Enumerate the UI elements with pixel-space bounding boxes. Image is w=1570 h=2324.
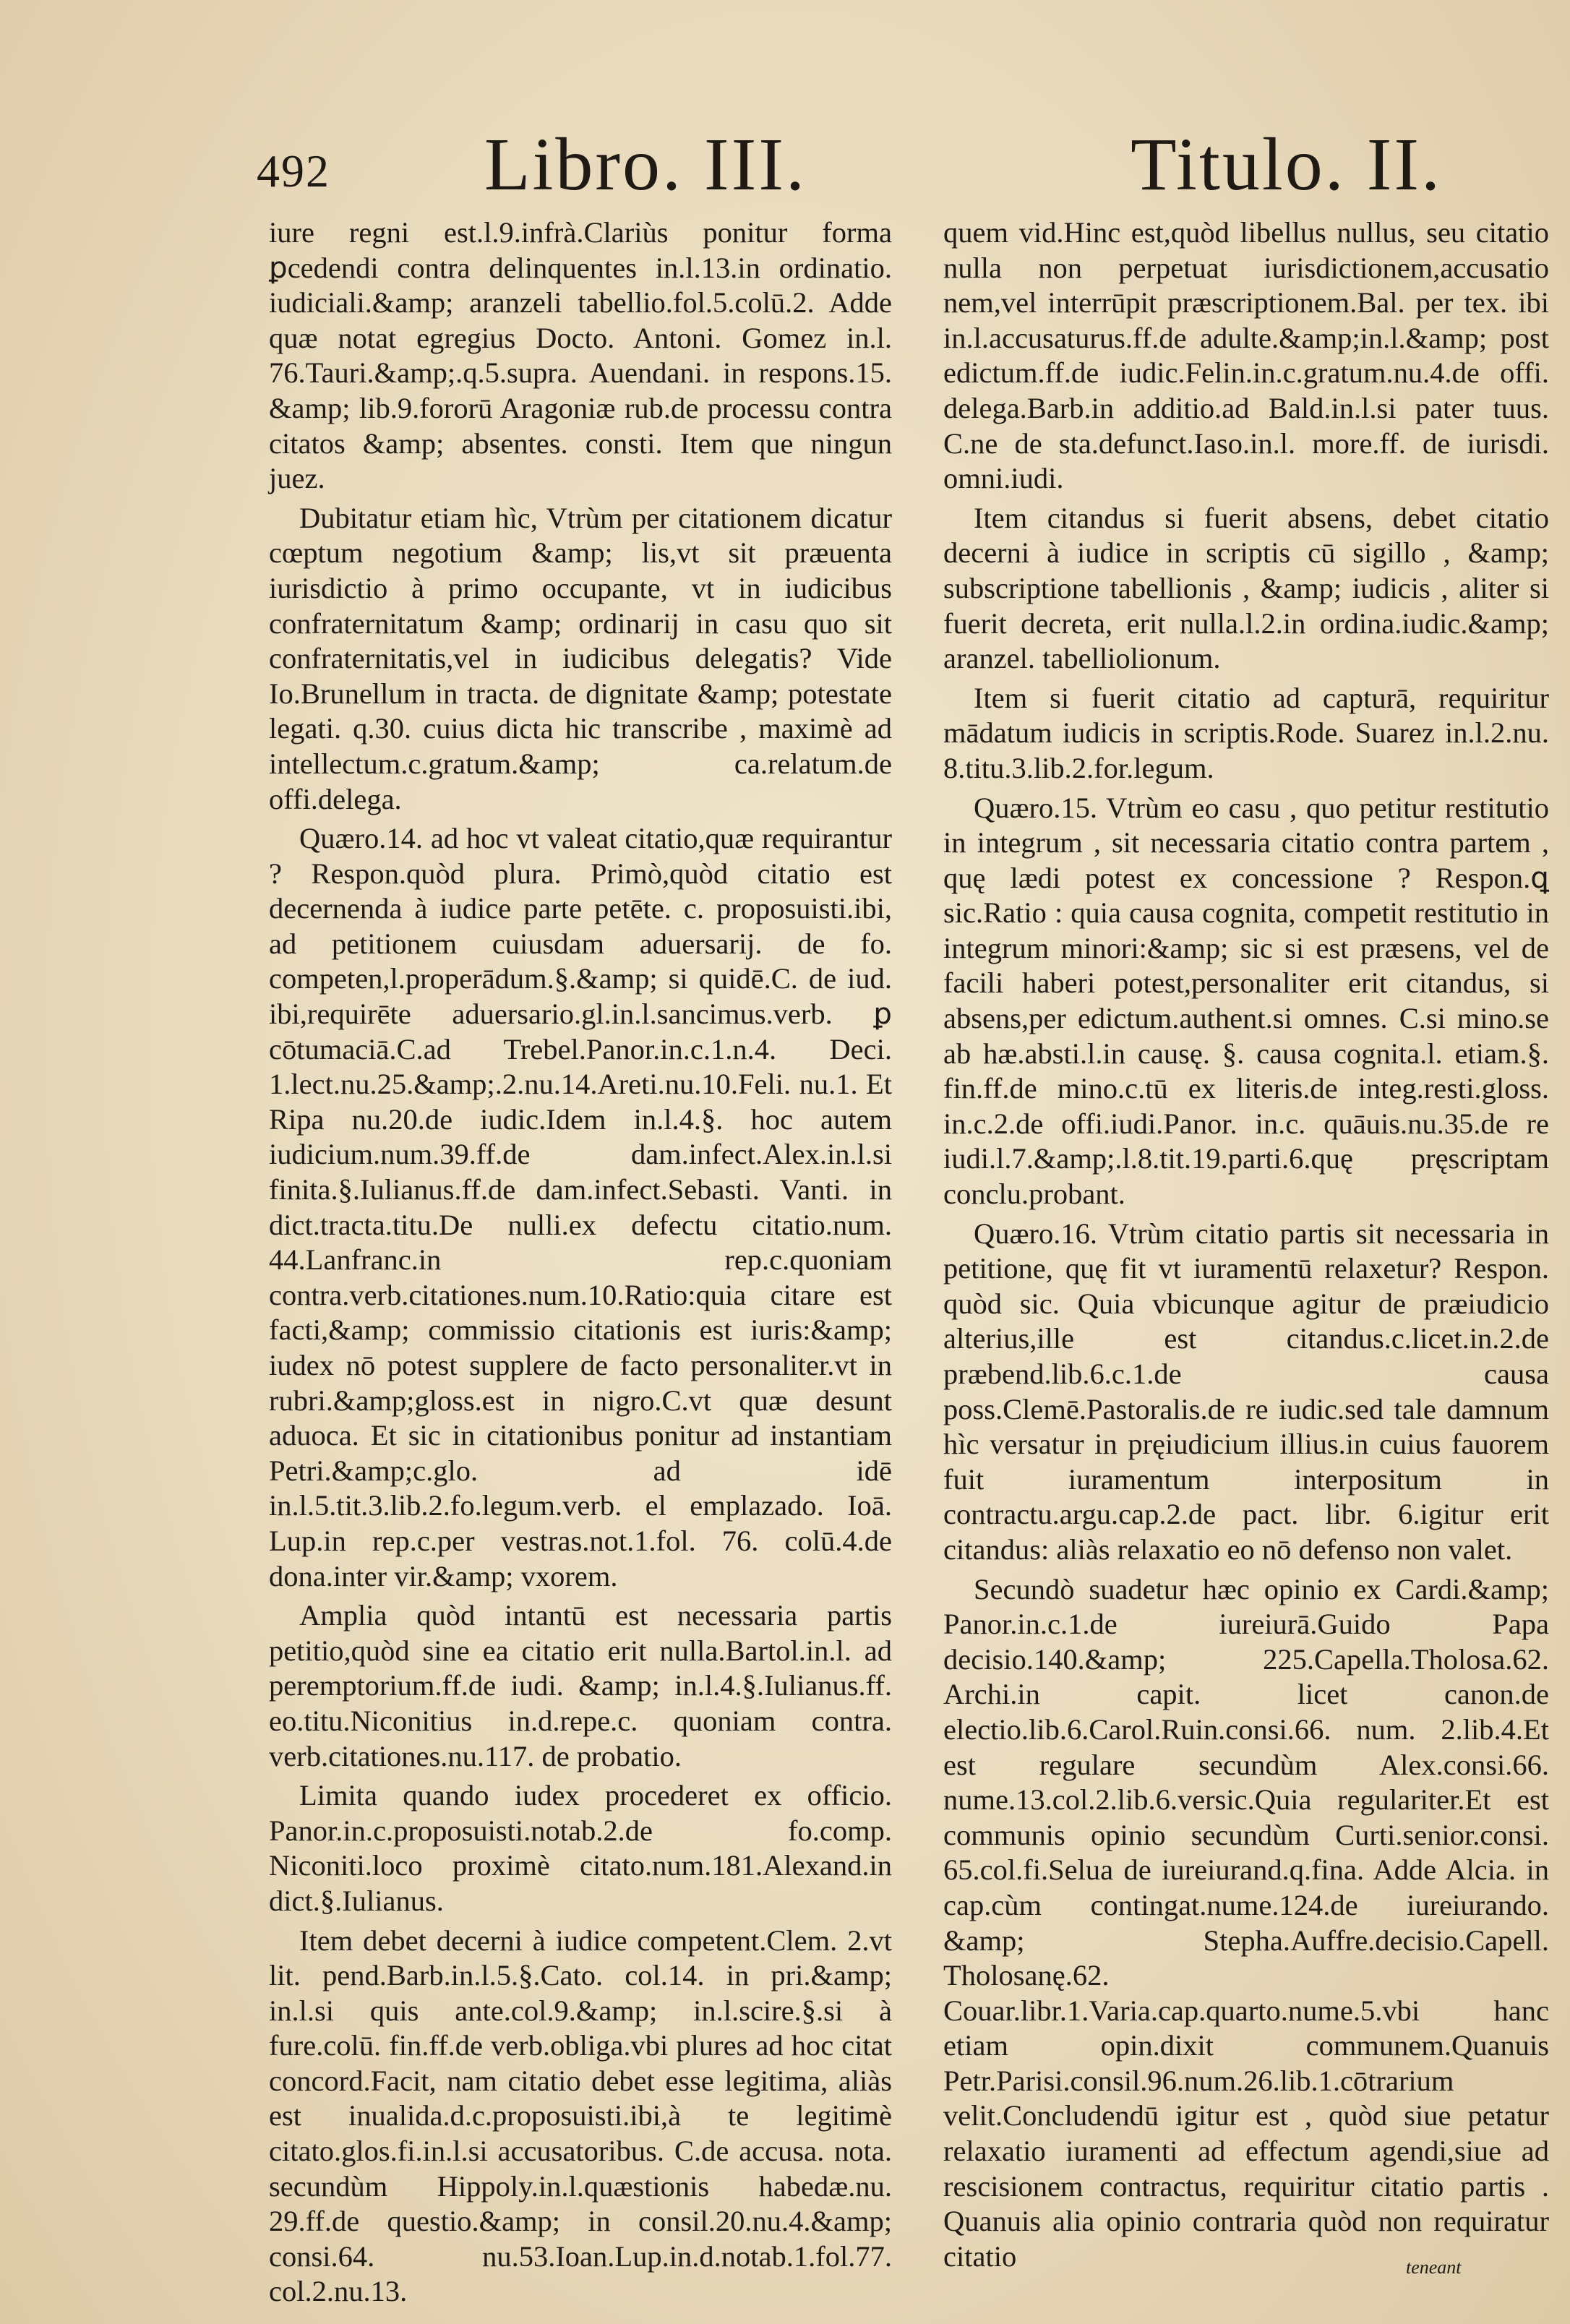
paragraph: Item citandus si fuerit absens, debet citatio decerni à iudice in scriptis cū sigillo , &amp; subscriptione tabellionis , &amp; iudicis , aliter si fuerit decreta, erit nulla.l.2.in ordina.iudic.&amp; aranzel. tabelliolionum. [943, 501, 1549, 675]
paragraph: Secundò suadetur hæc opinio ex Cardi.&amp; Panor.in.c.1.de iureiurā.Guido Papa decisio.140.&amp; 225.Capella.Tholosa.62. Archi.in capit. licet canon.de electio.lib.6.Carol.Ruin.consi.66. num. 2.lib.4.Et est regulare secundùm Alex.consi.66. nume.13.col.2.lib.6.versic.Quia regulariter.Et est communis opinio secundùm Curti.senior.consi. 65.col.fi.Selua de iureiurand.q.fina. Adde Alcia. in cap.cùm contingat.nume.124.de iureiurando. &amp; Stepha.Auffre.decisio.Capell. Tholosanę.62. Couar.libr.1.Varia.cap.quarto.nume.5.vbi hanc etiam opin.dixit communem.Quanuis Petr.Parisi.consil.96.num.26.lib.1.cōtrarium velit.Concludendū igitur est , quòd siue petatur relaxatio iuramenti ad effectum agendi,siue ad rescisionem contractus, requiritur citatio partis . Quanuis alia opinio contraria quòd non requiratur citatio [943, 1572, 1549, 2273]
catchword: teneant [1406, 2257, 1462, 2278]
running-head-title: Titulo. II. [1131, 123, 1442, 206]
paragraph: quem vid.Hinc est,quòd libellus nullus, seu citatio nulla non perpetuat iurisdictionem,accusatio nem,vel interrūpit præscriptionem.Bal. per tex. ibi in.l.accusaturus.ff.de adulte.&amp;in.l.&amp; post edictum.ff.de iudic.Felin.in.c.gratum.nu.4.de offi. delega.Barb.in additio.ad Bald.in.l.si pater tuus. C.ne de sta.defunct.Iaso.in.l. more.ff. de iurisdi. omni.iudi. [943, 216, 1549, 495]
paragraph: Limita quando iudex procederet ex officio. Panor.in.c.proposuisti.notab.2.de fo.comp. Niconiti.loco proximè citato.num.181.Alexand.in dict.§.Iulianus. [269, 1779, 892, 1917]
right-column [943, 215, 1549, 2274]
paragraph: iure regni est.l.9.infrà.Clariùs ponitur forma ꝑcedendi contra delinquentes in.l.13.in ordinatio. iudiciali.&amp; aranzeli tabellio.fol.5.colū.2. Adde quæ notat egregius Docto. Antoni. Gomez in.l. 76.Tauri.&amp;.q.5.supra. Auendani. in respons.15. &amp; lib.9.fororū Aragoniæ rub.de processu contra citatos &amp; absentes. consti. Item que ningun juez. [269, 216, 892, 495]
page-header [257, 108, 1457, 206]
paragraph: Quæro.14. ad hoc vt valeat citatio,quæ requirantur ? Respon.quòd plura. Primò,quòd citatio est decernenda à iudice parte petēte. c. proposuisti.ibi, ad petitionem cuiusdam aduersarij. de fo. competen,l.properādum.§.&amp; si quidē.C. de iud. ibi,requirēte aduersario.gl.in.l.sancimus.verb. ꝑ cōtumaciā.C.ad Trebel.Panor.in.c.1.n.4. Deci. 1.lect.nu.25.&amp;.2.nu.14.Areti.nu.10.Feli. nu.1. Et Ripa nu.20.de iudic.Idem in.l.4.§. hoc autem iudicium.num.39.ff.de dam.infect.Alex.in.l.si finita.§.Iulianus.ff.de dam.infect.Sebasti. Vanti. in dict.tracta.titu.De nulli.ex defectu citatio.num. 44.Lanfranc.in rep.c.quoniam contra.verb.citationes.num.10.Ratio:quia citare est facti,&amp; commissio citationis est iuris:&amp; iudex nō potest supplere de facto personaliter.vt in rubri.&amp;gloss.est in nigro.C.vt quæ desunt aduoca. Et sic in citationibus ponitur ad instantiam Petri.&amp;c.glo. ad idē in.l.5.tit.3.lib.2.fo.legum.verb. el emplazado. Ioā. Lup.in rep.c.per vestras.not.1.fol. 76. colū.4.de dona.inter vir.&amp; vxorem. [269, 822, 892, 1592]
paragraph: Item debet decerni à iudice competent.Clem. 2.vt lit. pend.Barb.in.l.5.§.Cato. col.14. in pri.&amp; in.l.si quis ante.col.9.&amp; in.l.scire.§.si à fure.colū. fin.ff.de verb.obliga.vbi plures ad hoc citat concord.Facit, nam citatio debet esse legitima, aliàs est inualida.d.c.proposuisti.ibi,à te legitimè citato.glos.fi.in.l.si accusatoribus. C.de accusa. nota. secundùm Hippoly.in.l.quæstionis habedæ.nu. 29.ff.de questio.&amp; in consil.20.nu.4.&amp; consi.64. nu.53.Ioan.Lup.in.d.notab.1.fol.77. col.2.nu.13. [269, 1924, 892, 2308]
page-number: 492 [257, 145, 330, 197]
running-head-book: Libro. III. [484, 123, 807, 206]
paragraph: Dubitatur etiam hìc, Vtrùm per citationem dicatur cœptum negotium &amp; lis,vt sit præuenta iurisdictio à primo occupante, vt in iudicibus confraternitatum &amp; ordinarij in casu quo sit confraternitatis,vel in iudicibus delegatis? Vide Io.Brunellum in tracta. de dignitate &amp; potestate legati. q.30. cuius dicta hic transcribe , maximè ad intellectum.c.gratum.&amp; ca.relatum.de offi.delega. [269, 501, 892, 815]
paragraph: Amplia quòd intantū est necessaria partis petitio,quòd sine ea citatio erit nulla.Bartol.in.l. ad peremptorium.ff.de iudi. &amp; in.l.4.§.Iulianus.ff. eo.titu.Niconitius in.d.repe.c. quoniam contra. verb.citationes.nu.117. de probatio. [269, 1599, 892, 1772]
left-column [269, 215, 892, 2310]
paragraph: Quæro.15. Vtrùm eo casu , quo petitur restitutio in integrum , sit necessaria citatio contra partem , quę lædi potest ex concessione ? Respon.ꝗ sic.Ratio : quia causa cognita, competit restitutio in integrum minori:&amp; sic si est præsens, vel de facili haberi potest,personaliter erit citandus, si absens,per edictum.authent.si omnes. C.si mino.se ab hæ.absti.l.in causę. §. causa cognita.l. etiam.§. fin.ff.de mino.c.tū ex literis.de integ.resti.gloss. in.c.2.de offi.iudi.Panor. in.c. quāuis.nu.35.de re iudi.l.7.&amp;.l.8.tit.19.parti.6.quę pręscriptam conclu.probant. [943, 791, 1549, 1211]
paragraph: Item si fuerit citatio ad capturā, requiritur mādatum iudicis in scriptis.Rode. Suarez in.l.2.nu. 8.titu.3.lib.2.for.legum. [943, 681, 1549, 784]
paragraph: Quæro.16. Vtrùm citatio partis sit necessaria in petitione, quę fit vt iuramentū relaxetur? Respon. quòd sic. Quia vbicunque agitur de præiudicio alterius,ille est citandus.c.licet.in.2.de præbend.lib.6.c.1.de causa poss.Clemē.Pastoralis.de re iudic.sed tale damnum hìc versatur in pręiudicium illius.in cuius fauorem fuit iuramentum interpositum in contractu.argu.cap.2.de pact. libr. 6.igitur erit citandus: aliàs relaxatio eo nō defenso non valet. [943, 1217, 1549, 1566]
